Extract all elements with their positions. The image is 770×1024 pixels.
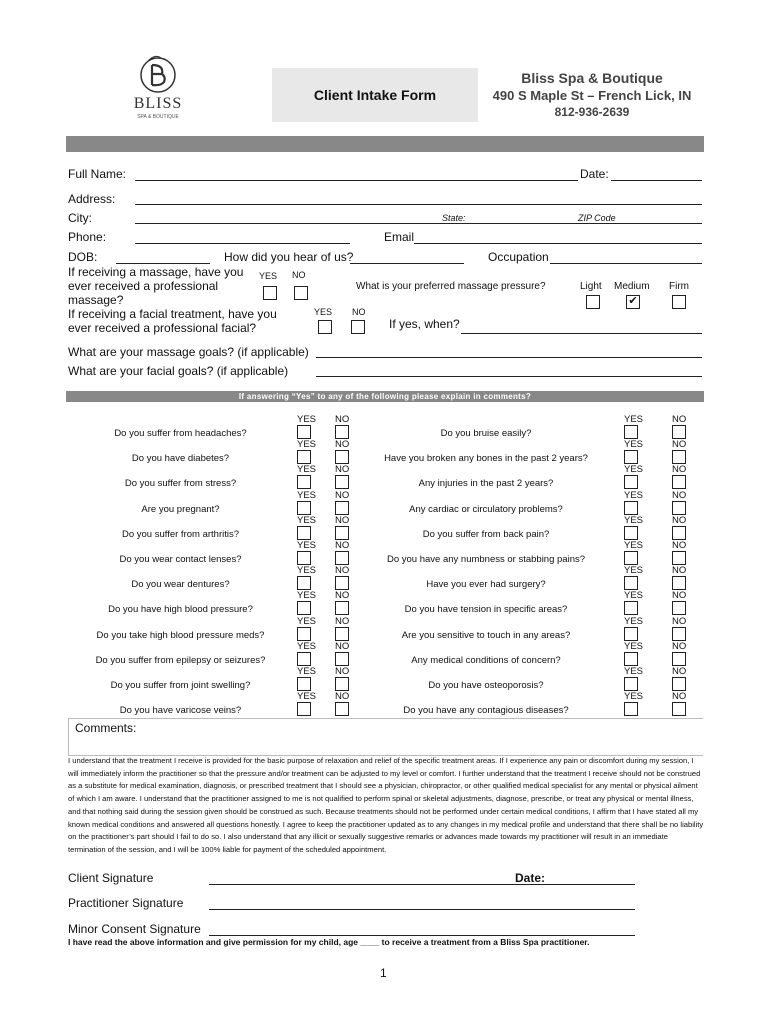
left-q10-no-label: NO [335, 640, 350, 652]
left-q5-yes-label: YES [297, 514, 317, 526]
date-field[interactable] [611, 180, 702, 181]
logo-text: BLISS [133, 95, 183, 112]
right-q9-no-label: NO [672, 615, 687, 627]
left-q2-no-checkbox[interactable] [335, 450, 349, 464]
left-q3-yes-checkbox[interactable] [297, 475, 311, 489]
occupation-label: Occupation [488, 250, 549, 264]
left-question-8: Do you have high blood pressure? [108, 604, 253, 616]
left-q9-no-checkbox[interactable] [335, 627, 349, 641]
right-q4-no-checkbox[interactable] [672, 501, 686, 515]
left-q11-no-label: NO [335, 666, 350, 677]
massage-no-checkbox[interactable] [294, 286, 308, 300]
right-q6-no-label: NO [672, 540, 687, 551]
right-question-1: Do you bruise easily? [440, 428, 532, 439]
right-q12-yes-checkbox[interactable] [624, 702, 638, 716]
logo-subtext: SPA & BOUTIQUE [137, 114, 179, 120]
left-question-7: Do you wear dentures? [131, 579, 230, 591]
left-q12-yes-checkbox[interactable] [297, 702, 311, 716]
left-q2-no-label: NO [335, 439, 350, 451]
right-q7-yes-checkbox[interactable] [624, 576, 638, 590]
practitioner-signature-field[interactable] [209, 909, 635, 910]
right-question-4: Any cardiac or circulatory problems? [409, 503, 563, 515]
left-question-3: Do you suffer from stress? [124, 478, 237, 490]
minor-permission-text: I have read the above information and give permission for my child, age ____ to receive a treatment from a Bliss Spa practitioner. [68, 937, 590, 947]
left-question-12: Do you have varicose veins? [119, 705, 242, 717]
business-address: 490 S Maple St – French Lick, IN [492, 88, 692, 103]
massage-yes-label: YES [259, 271, 278, 281]
phone-label: Phone: [68, 230, 107, 244]
right-q2-yes-checkbox[interactable] [624, 450, 638, 464]
facial-goals-label: What are your facial goals? (if applicable) [68, 364, 289, 378]
business-phone: 812-936-2639 [554, 105, 630, 119]
left-q7-yes-label: YES [297, 565, 317, 577]
right-question-9: Are you sensitive to touch in any areas? [401, 629, 571, 641]
left-q4-yes-checkbox[interactable] [297, 501, 311, 515]
left-q1-yes-checkbox[interactable] [297, 425, 311, 439]
facial-yes-label: YES [314, 307, 333, 317]
left-question-9: Do you take high blood pressure meds? [96, 629, 265, 641]
right-q12-no-label: NO [672, 691, 687, 703]
facial-question-line1: If receiving a facial treatment, have you [68, 307, 277, 321]
date-label: Date: [580, 167, 609, 181]
right-q1-yes-checkbox[interactable] [624, 425, 638, 439]
facial-no-checkbox[interactable] [351, 320, 365, 334]
right-question-7: Have you ever had surgery? [426, 579, 546, 591]
facial-goals-field[interactable] [316, 376, 702, 377]
business-name: Bliss Spa & Boutique [521, 70, 663, 86]
massage-goals-field[interactable] [316, 357, 702, 358]
left-q1-no-label: NO [335, 414, 350, 425]
right-q5-no-checkbox[interactable] [672, 526, 686, 540]
client-signature-label: Client Signature [68, 871, 154, 885]
left-q10-yes-label: YES [297, 640, 317, 652]
right-question-2: Have you broken any bones in the past 2 years? [384, 453, 588, 465]
right-q10-no-checkbox[interactable] [672, 652, 686, 666]
left-q6-yes-label: YES [297, 540, 317, 551]
right-q5-yes-checkbox[interactable] [624, 526, 638, 540]
left-q11-yes-checkbox[interactable] [297, 677, 311, 691]
pressure-firm-label: Firm [669, 281, 689, 292]
right-question-5: Do you suffer from back pain? [422, 528, 550, 540]
practitioner-signature-label: Practitioner Signature [68, 896, 184, 910]
right-q7-yes-label: YES [624, 565, 644, 577]
right-q2-yes-label: YES [624, 439, 644, 451]
right-question-12: Do you have any contagious diseases? [403, 705, 569, 717]
right-q6-yes-label: YES [624, 540, 644, 551]
left-q7-no-checkbox[interactable] [335, 576, 349, 590]
if-yes-when-field[interactable] [461, 333, 702, 334]
dob-field[interactable] [116, 263, 210, 264]
minor-consent-label: Minor Consent Signature [68, 922, 201, 936]
right-q2-no-label: NO [672, 439, 687, 451]
pressure-medium-checkbox[interactable] [626, 295, 640, 309]
right-q3-yes-checkbox[interactable] [624, 475, 638, 489]
comments-label: Comments: [75, 721, 137, 735]
left-q8-no-checkbox[interactable] [335, 601, 349, 615]
right-q4-no-label: NO [672, 489, 687, 501]
left-q12-no-label: NO [335, 691, 350, 703]
facial-yes-checkbox[interactable] [318, 320, 332, 334]
right-q11-yes-label: YES [624, 666, 644, 677]
right-q7-no-checkbox[interactable] [672, 576, 686, 590]
left-q11-no-checkbox[interactable] [335, 677, 349, 691]
if-yes-when-label: If yes, when? [389, 317, 460, 331]
massage-question-line2: ever received a professional [68, 279, 219, 293]
pressure-light-checkbox[interactable] [586, 295, 600, 309]
left-q7-yes-checkbox[interactable] [297, 576, 311, 590]
hear-label: How did you hear of us? [224, 250, 354, 264]
minor-consent-field[interactable] [209, 935, 635, 936]
pressure-question: What is your preferred massage pressure? [356, 281, 546, 292]
right-q12-no-checkbox[interactable] [672, 702, 686, 716]
full-name-field[interactable] [135, 180, 578, 181]
hear-field[interactable] [350, 263, 464, 264]
left-q5-no-label: NO [335, 514, 350, 526]
left-q10-yes-checkbox[interactable] [297, 652, 311, 666]
check-mark-icon: ✔ [628, 295, 638, 307]
left-q1-yes-label: YES [297, 414, 317, 425]
left-q12-yes-label: YES [297, 691, 317, 703]
left-q2-yes-label: YES [297, 439, 317, 451]
full-name-label: Full Name: [68, 167, 127, 181]
right-q8-no-label: NO [672, 590, 687, 602]
right-question-6: Do you have any numbness or stabbing pains? [386, 554, 586, 565]
left-q8-yes-checkbox[interactable] [297, 601, 311, 615]
left-q2-yes-checkbox[interactable] [297, 450, 311, 464]
left-q3-yes-label: YES [297, 464, 317, 476]
facial-no-label: NO [352, 307, 366, 317]
form-title: Client Intake Form [272, 68, 478, 122]
left-q5-no-checkbox[interactable] [335, 526, 349, 540]
right-q1-no-label: NO [672, 414, 687, 425]
header-bar [66, 136, 704, 152]
client-signature-field[interactable] [209, 884, 635, 885]
right-q3-no-label: NO [672, 464, 687, 476]
city-field[interactable] [135, 223, 702, 224]
left-q8-yes-label: YES [297, 590, 317, 602]
right-question-8: Do you have tension in specific areas? [404, 604, 568, 616]
right-q4-yes-checkbox[interactable] [624, 501, 638, 515]
pressure-medium-label: Medium [614, 281, 650, 292]
signature-date-label: Date: [515, 871, 546, 885]
left-question-1: Do you suffer from headaches? [114, 428, 247, 439]
right-q8-yes-checkbox[interactable] [624, 601, 638, 615]
massage-question [68, 265, 243, 307]
left-q10-no-checkbox[interactable] [335, 652, 349, 666]
left-q5-yes-checkbox[interactable] [297, 526, 311, 540]
address-label: Address: [68, 192, 116, 206]
right-q3-yes-label: YES [624, 464, 644, 476]
right-question-10: Any medical conditions of concern? [411, 654, 561, 666]
pressure-firm-checkbox[interactable] [672, 295, 686, 309]
right-q10-yes-label: YES [624, 640, 644, 652]
left-question-10: Do you suffer from epilepsy or seizures? [95, 654, 266, 666]
right-question-3: Any injuries in the past 2 years? [418, 478, 554, 490]
right-q10-yes-checkbox[interactable] [624, 652, 638, 666]
left-question-2: Do you have diabetes? [131, 453, 230, 465]
page-number: 1 [380, 966, 387, 980]
massage-no-label: NO [292, 270, 306, 280]
right-q8-yes-label: YES [624, 590, 644, 602]
right-q9-yes-label: YES [624, 615, 644, 627]
left-q9-yes-checkbox[interactable] [297, 627, 311, 641]
left-q6-yes-checkbox[interactable] [297, 551, 311, 565]
massage-question-line1: If receiving a massage, have you [68, 265, 244, 279]
left-q6-no-checkbox[interactable] [335, 551, 349, 565]
right-question-11: Do you have osteoporosis? [428, 680, 544, 691]
right-q11-no-label: NO [672, 666, 687, 677]
dob-label: DOB: [68, 250, 98, 264]
left-question-6: Do you wear contact lenses? [119, 554, 242, 565]
left-q1-no-checkbox[interactable] [335, 425, 349, 439]
left-question-5: Do you suffer from arthritis? [121, 528, 240, 540]
massage-yes-checkbox[interactable] [263, 286, 277, 300]
zip-label: ZIP Code [578, 213, 616, 223]
left-q12-no-checkbox[interactable] [335, 702, 349, 716]
pressure-light-label: Light [580, 281, 602, 292]
left-q11-yes-label: YES [297, 666, 317, 677]
right-q10-no-label: NO [672, 640, 687, 652]
left-q9-yes-label: YES [297, 615, 317, 627]
left-q3-no-checkbox[interactable] [335, 475, 349, 489]
right-q12-yes-label: YES [624, 691, 644, 703]
left-q6-no-label: NO [335, 540, 350, 551]
right-q6-no-checkbox[interactable] [672, 551, 686, 565]
left-question-11: Do you suffer from joint swelling? [110, 680, 251, 691]
occupation-field[interactable] [550, 263, 702, 264]
right-q8-no-checkbox[interactable] [672, 601, 686, 615]
city-label: City: [68, 211, 92, 225]
right-q6-yes-checkbox[interactable] [624, 551, 638, 565]
right-q4-yes-label: YES [624, 489, 644, 501]
left-q7-no-label: NO [335, 565, 350, 577]
left-q8-no-label: NO [335, 590, 350, 602]
left-q3-no-label: NO [335, 464, 350, 476]
right-q9-yes-checkbox[interactable] [624, 627, 638, 641]
liability-statement: I understand that the treatment I receive is provided for the basic purpose of relaxation and relief of the specific treatment areas. If I experience any pain or discomfort during my session, I will immediately inform the practitioner so that the pressure and/or treatment can be adjusted to my level or comfort. I further understand that the treatment I receive should not be construed as a substitute for medical examination, diagnosis, or prescribed treatment that I should see a physician, chiropractor, or other qualified medical specialist for any mental or physical ailment of which I am aware. I understand that the practitioner assigned to me is not qualified to perform spinal or skeletal adjustments, diagnose, prescribe, or treat any physical or mental illness, and that nothing said during the session given should be construed as such. Because treatments should not be performed under certain medical conditions, I affirm that I have stated all my known medical conditions and answered all questions honestly. I agree to keep the practitioner updated as to any changes in my medical profile and understand that there shall be no liability on the practitioner’s part should I fail to do so. I also understand that any illicit or sexually suggestive remarks or advances made towards my practitioner will result in an immediate termination of the session, and I will be 100% liable for payment of the scheduled appointment. [68, 756, 704, 854]
massage-goals-label: What are your massage goals? (if applicable) [68, 345, 309, 359]
right-q7-no-label: NO [672, 565, 687, 577]
address-field[interactable] [135, 204, 702, 205]
facial-question [68, 307, 277, 335]
left-q4-no-checkbox[interactable] [335, 501, 349, 515]
right-q5-yes-label: YES [624, 514, 644, 526]
phone-field[interactable] [135, 243, 350, 244]
right-q1-yes-label: YES [624, 414, 644, 425]
left-q4-no-label: NO [335, 489, 350, 501]
email-label: Email [384, 230, 415, 244]
right-q11-no-checkbox[interactable] [672, 677, 686, 691]
left-question-4: Are you pregnant? [141, 503, 220, 515]
right-q5-no-label: NO [672, 514, 687, 526]
comments-box[interactable] [68, 718, 703, 756]
left-q4-yes-label: YES [297, 489, 317, 501]
right-q3-no-checkbox[interactable] [672, 475, 686, 489]
right-q11-yes-checkbox[interactable] [624, 677, 638, 691]
right-q2-no-checkbox[interactable] [672, 450, 686, 464]
massage-question-line3: massage? [68, 293, 124, 307]
facial-question-line2: ever received a professional facial? [68, 321, 257, 335]
spa-logo [118, 55, 198, 125]
left-q9-no-label: NO [335, 615, 350, 627]
health-section-banner: If answering “Yes” to any of the following please explain in comments? [66, 391, 704, 402]
right-q1-no-checkbox[interactable] [672, 425, 686, 439]
email-field[interactable] [414, 243, 702, 244]
right-q9-no-checkbox[interactable] [672, 627, 686, 641]
state-label: State: [442, 213, 466, 223]
